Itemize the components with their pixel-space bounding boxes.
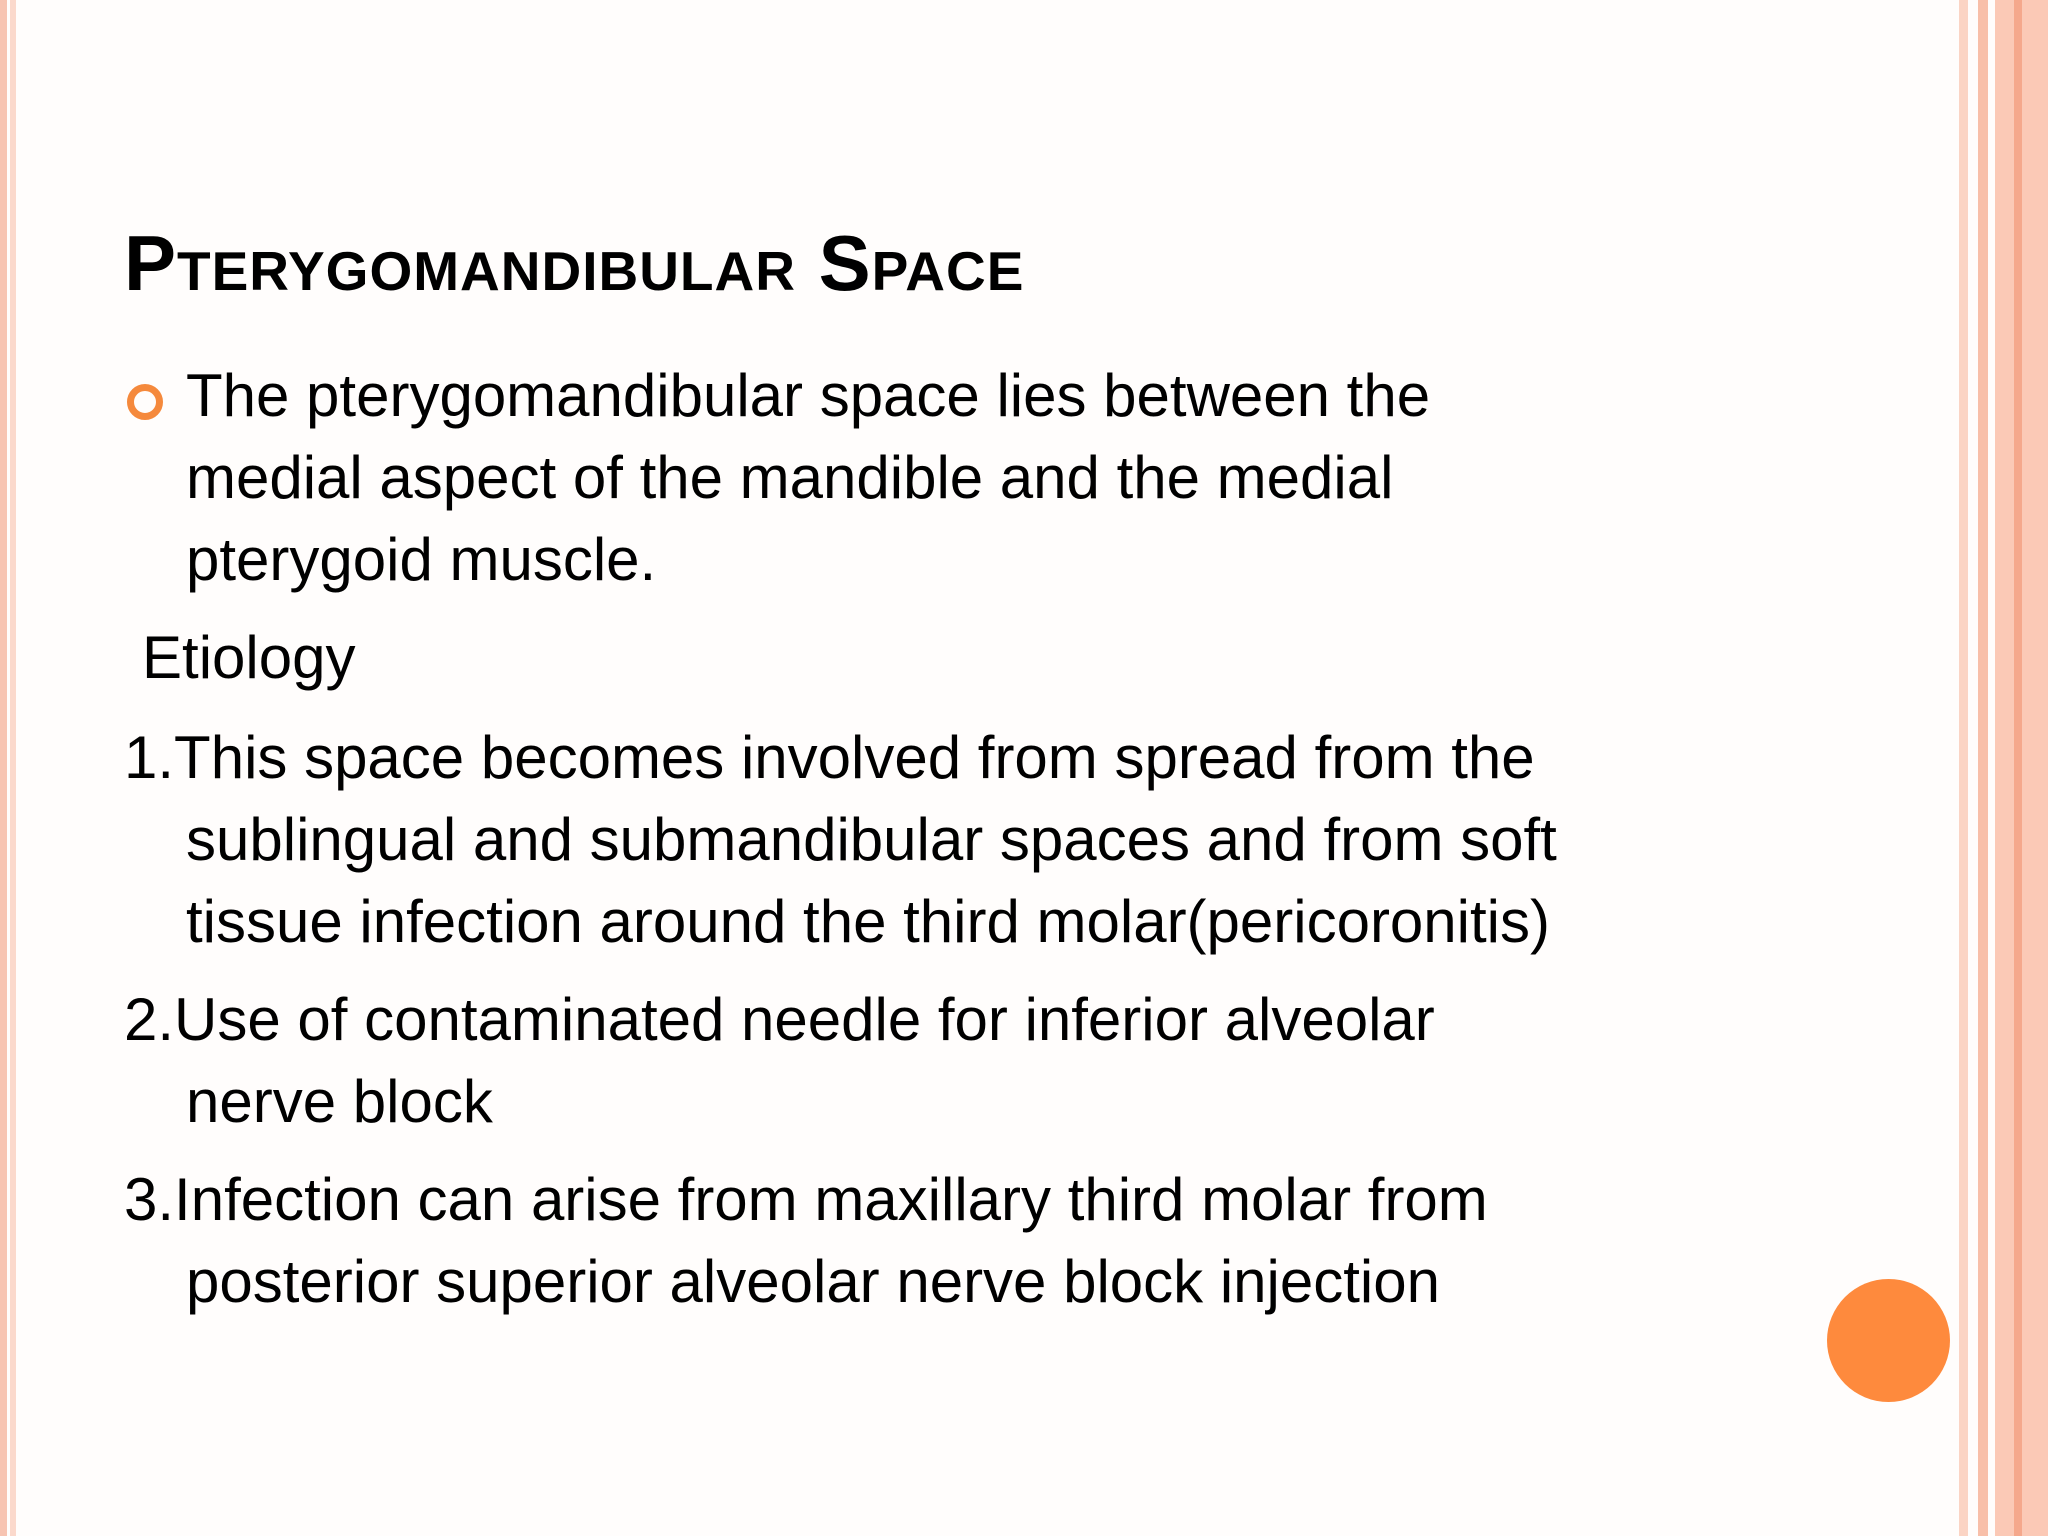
right-stripe-accent <box>2014 0 2022 1536</box>
item-1-line-1 <box>124 717 1535 799</box>
item-3-line-1 <box>124 1159 1488 1241</box>
item-2-line-2: nerve block <box>186 1068 493 1135</box>
item-text: Infection can arise from maxillary third molar from <box>174 1166 1488 1233</box>
orange-circle-decoration <box>1827 1279 1950 1402</box>
subheading-etiology: Etiology <box>142 624 356 691</box>
bullet-line-2: medial aspect of the mandible and the medial <box>186 444 1394 511</box>
item-text: Use of contaminated needle for inferior alveolar <box>174 986 1435 1053</box>
right-stripe-mid <box>1978 0 1988 1536</box>
item-1-line-2: sublingual and submandibular spaces and from soft <box>186 806 1557 873</box>
bullet-line-3: pterygoid muscle. <box>186 526 657 593</box>
bullet-ring-icon <box>127 384 163 420</box>
left-stripe <box>0 0 7 1536</box>
item-1-line-3: tissue infection around the third molar(pericoronitis) <box>186 888 1550 955</box>
bullet-line-1: The pterygomandibular space lies between the <box>186 362 1431 429</box>
left-stripe-inner <box>10 0 16 1536</box>
slide-title: Pterygomandibular Space <box>124 219 1025 307</box>
right-stripe-thin <box>1959 0 1968 1536</box>
item-number: 3. <box>124 1166 175 1233</box>
item-2-line-1 <box>124 979 1435 1061</box>
item-3-line-2: posterior superior alveolar nerve block injection <box>186 1248 1440 1315</box>
item-number: 2. <box>124 986 175 1053</box>
item-number: 1. <box>124 724 175 791</box>
item-text: This space becomes involved from spread from the <box>174 724 1535 791</box>
